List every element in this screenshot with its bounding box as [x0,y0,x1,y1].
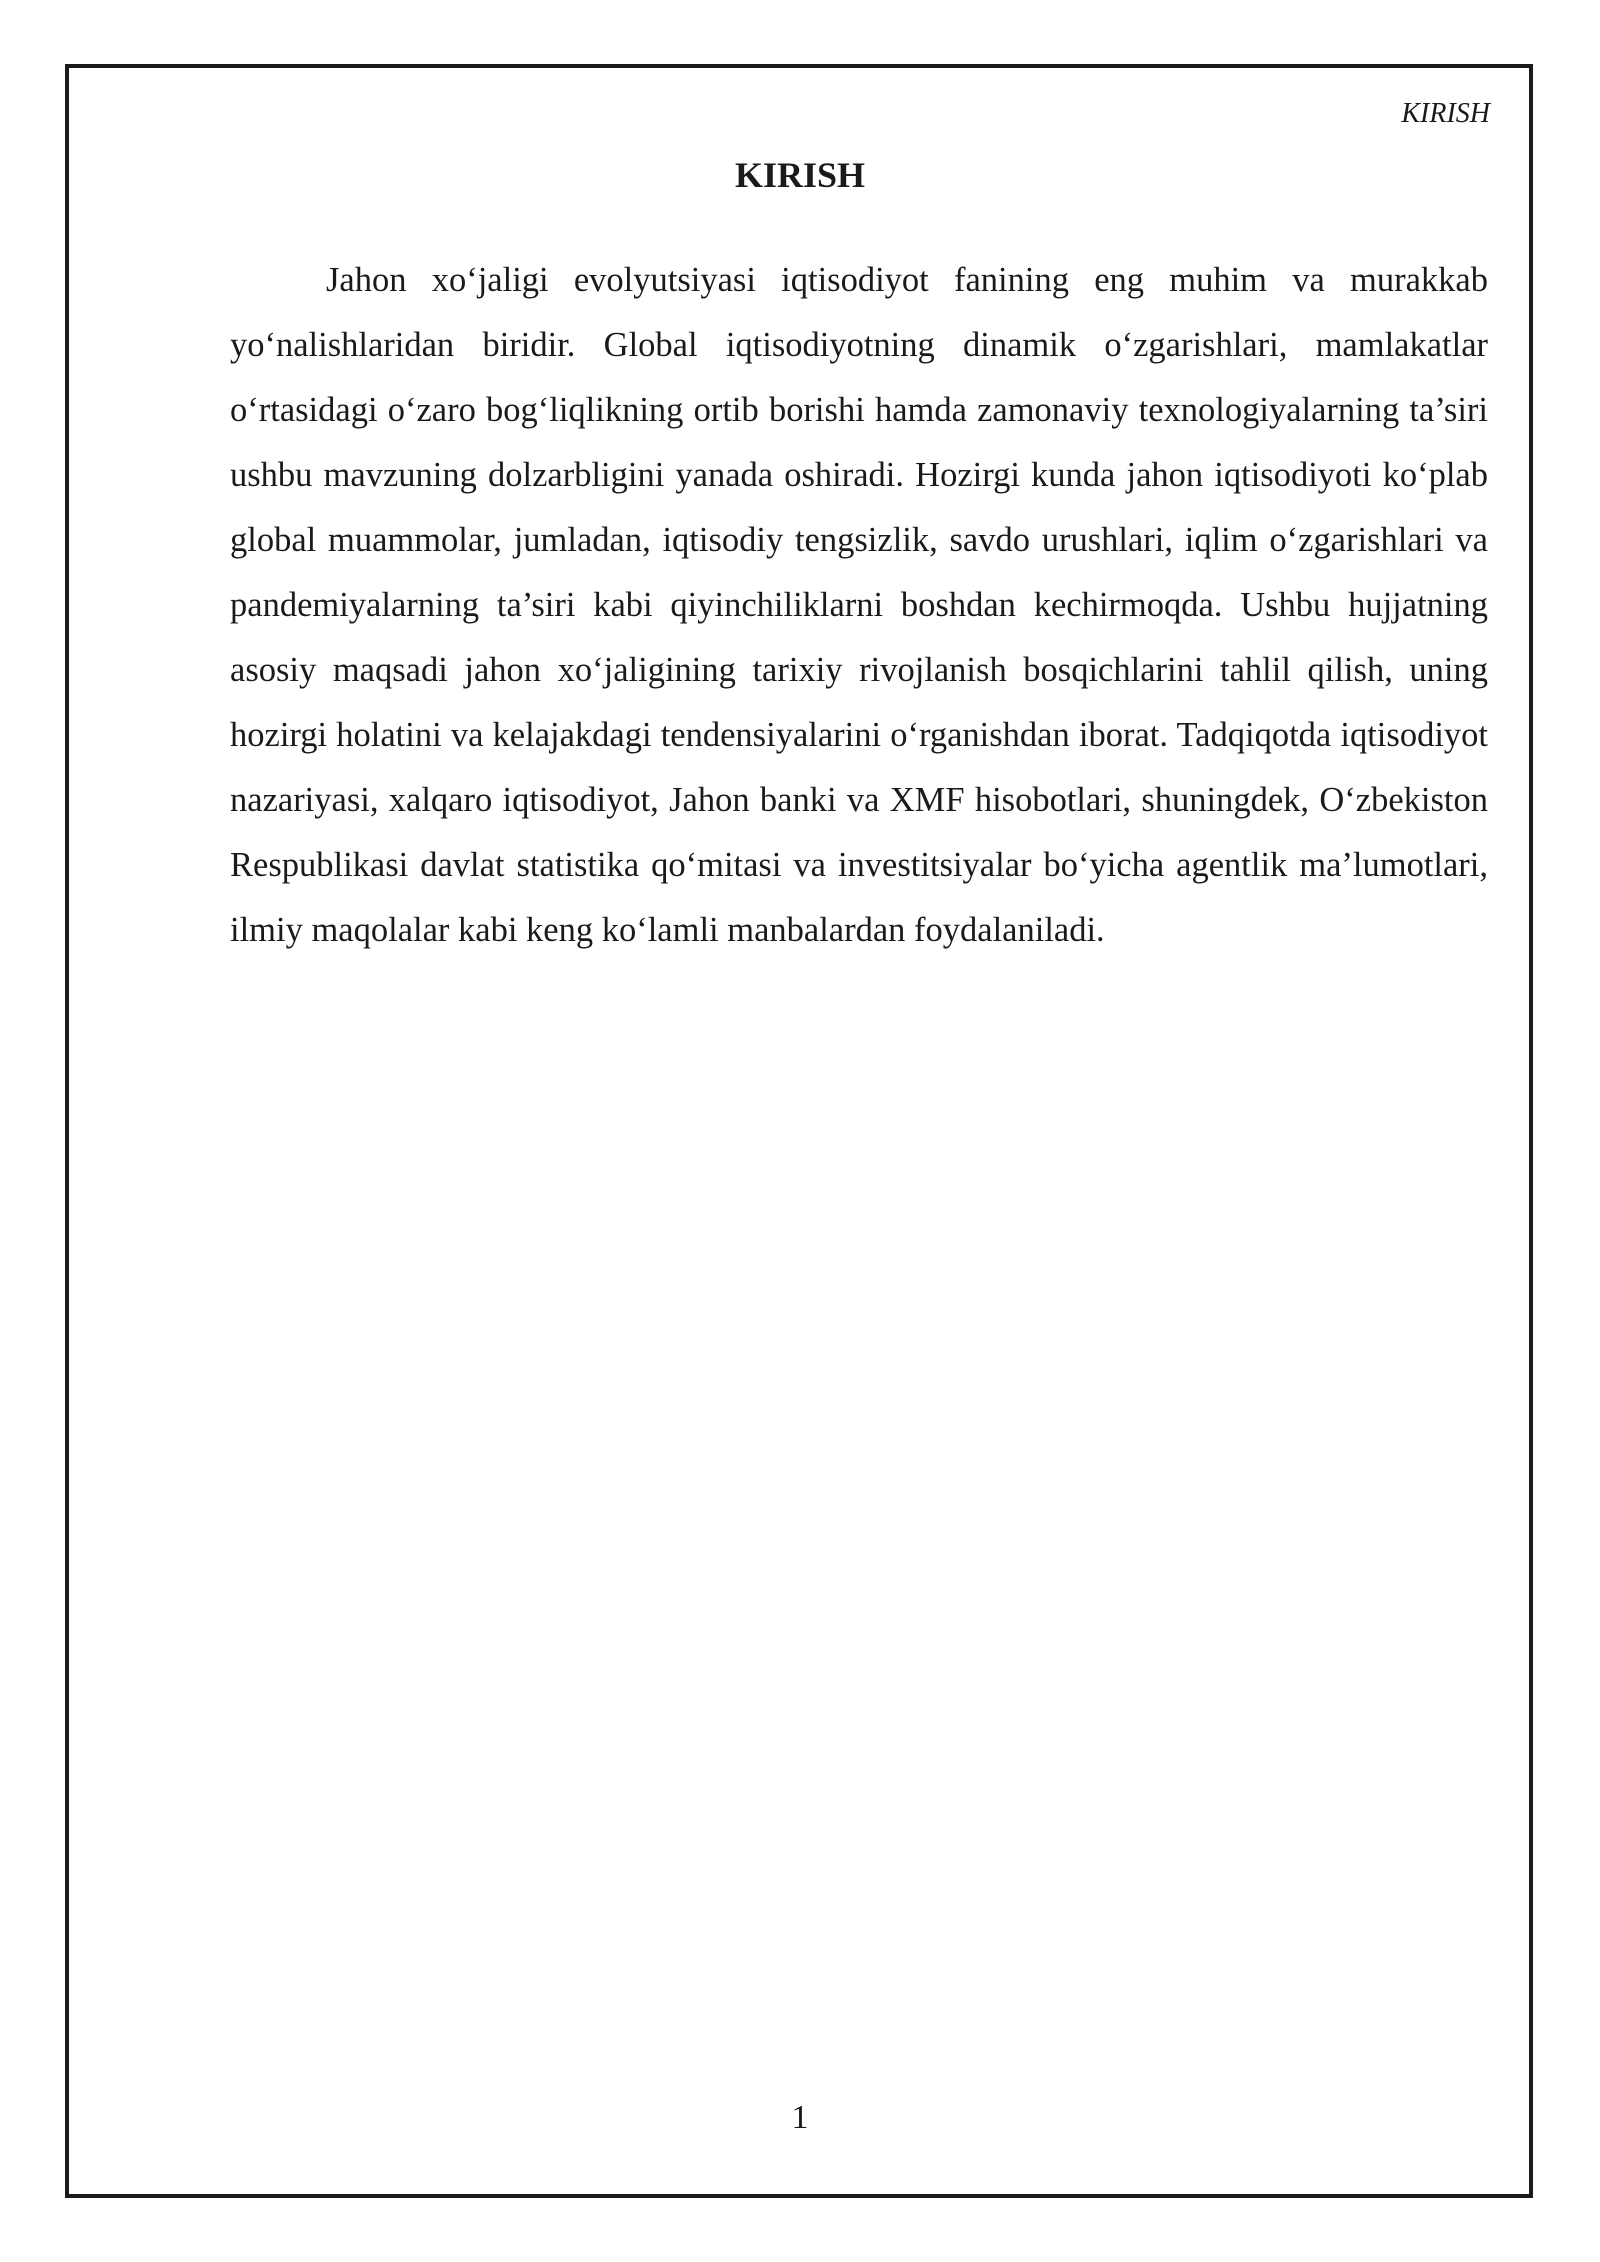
page-number: 1 [791,2099,809,2136]
running-header: KIRISH [1401,98,1490,129]
page-title: KIRISH [734,155,866,195]
body-paragraph: Jahon xo‘jaligi evolyutsiyasi iqtisodiyot fanining eng muhim va murakkab yo‘nalishlaridan biridir. Global iqtisodiyotning dinamik o‘zgarishlari, mamlakatlar o‘rtasidagi o‘zaro bog‘liqlikning ortib borishi hamda zamonaviy texnologiyalarning ta’siri ushbu mavzuning dolzarbligini yanada oshiradi. Hozirgi kunda jahon iqtisodiyoti ko‘plab global muammolar, jumladan, iqtisodiy tengsizlik, savdo urushlari, iqlim o‘zgarishlari va pandemiyalarning ta’siri kabi qiyinchiliklarni boshdan kechirmoqda. Ushbu hujjatning asosiy maqsadi jahon xo‘jaligining tarixiy rivojlanish bosqichlarini tahlil qilish, uning hozirgi holatini va kelajakdagi tendensiyalarini o‘rganishdan iborat. Tadqiqotda iqtisodiyot nazariyasi, xalqaro iqtisodiyot, Jahon banki va XMF hisobotlari, shuningdek, O‘zbekiston Respublikasi davlat statistika qo‘mitasi va investitsiyalar bo‘yicha agentlik ma’lumotlari, ilmiy maqolalar kabi keng ko‘lamli manbalardan foydalaniladi. [230,261,1488,949]
